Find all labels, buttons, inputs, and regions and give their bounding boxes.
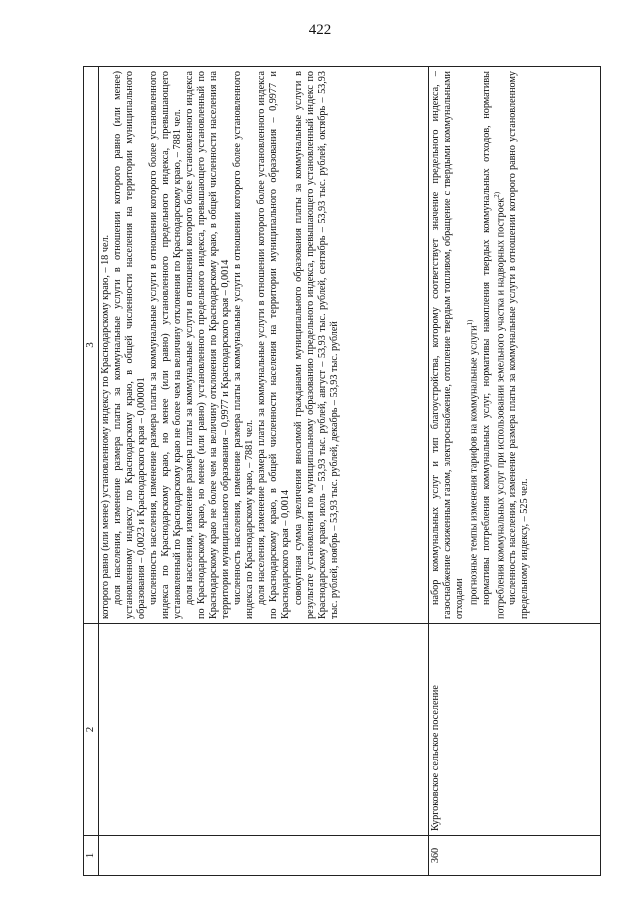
- table-row-360: [429, 67, 601, 876]
- rotated-table-container: [83, 67, 601, 876]
- continuation-paragraph: совокупная сумма увеличения вносимой гражданами муниципального образования платы за коммунальные услуги в результате установления по муниципальному образованию предельного индекса, превышающего установленный индекс по Краснодарскому краю, июль – 53,93 тыс. рублей, август – 53,93 тыс. рублей, сентябрь – 53,93 тыс. рублей, октябрь – 53,93 тыс. рублей, ноябрь – 53,93 тыс. рублей, декабрь – 53,93 тыс. рублей: [292, 71, 340, 619]
- table-row-continuation: [99, 67, 429, 876]
- settlement-details: [429, 67, 601, 624]
- header-col-3: 3: [84, 67, 99, 624]
- footnote-mark: 1): [466, 319, 475, 326]
- detail-paragraph: [481, 71, 507, 619]
- detail-paragraph: набор коммунальных услуг и тип благоустройства, которому соответствует значение предельного индекса, – газоснабжение сжиженным газом, электроснабжение, отопление твердым топливом, обращение с твердыми коммунальными отходами: [430, 71, 466, 619]
- continuation-paragraph: численность населения, изменение размера платы за коммунальные услуги в отношении которого более установленного индекса по Краснодарскому краю, но менее (или равно) установленного предельного индекса, превышающего установленный по Краснодарскому краю не более чем на величину отклонения по Краснодарскому краю, – 7881 чел.: [148, 71, 184, 619]
- header-col-1: 1: [84, 836, 99, 876]
- footnote-mark: 2): [492, 191, 501, 198]
- page-number: 422: [308, 22, 332, 38]
- row-number: 360: [429, 836, 601, 876]
- detail-paragraph: численность населения, изменение размера платы за коммунальные услуги в отношении которого равно установленному предельному индексу, – 525 чел.: [506, 71, 530, 619]
- cell-empty-number: [99, 836, 429, 876]
- settlement-name: Кургоковское сельское поселение: [429, 624, 601, 836]
- detail-text: нормативы потребления коммунальных услуг, нормативы накопления твердых коммунальных отходов, нормативы потребления коммунальных услуг при использовании земельного участка и надворных построек: [480, 71, 506, 619]
- continuation-paragraph: численность населения, изменение размера платы за коммунальные услуги в отношении которого более установленного индекса по Краснодарскому краю, – 7881 чел.: [232, 71, 256, 619]
- continuation-paragraph: доля населения, изменение размера платы за коммунальные услуги в отношении которого более установленного индекса по Краснодарскому краю, но менее (или равно) установленного предельного индекса, превышающего установленный по Краснодарскому краю не более чем на величину отклонения по Краснодарскому краю, в общей численности населения на территории муниципального образования – 0,9977 и Краснодарского края – 0,0014: [184, 71, 232, 619]
- detail-paragraph: [466, 71, 480, 619]
- continuation-paragraph: доля населения, изменение размера платы за коммунальные услуги в отношении которого более установленного индекса по Краснодарскому краю, в общей численности населения на территории муниципального образования – 0,9977 и Краснодарского края – 0,0014: [256, 71, 292, 619]
- detail-text: прогнозные темпы изменения тарифов на коммунальные услуги: [468, 325, 480, 605]
- cell-empty-name: [99, 624, 429, 836]
- header-col-2: 2: [84, 624, 99, 836]
- cell-continuation-text: [99, 67, 429, 624]
- table-header-row: [84, 67, 99, 876]
- continuation-paragraph: доля населения, изменение размера платы за коммунальные услуги в отношении которого равно (или менее) установленному индексу по Краснодарскому краю, в общей численности населения на территории муниципального образования – 0,0023 и Краснодарского края – 0,000001: [112, 71, 148, 619]
- index-table: [83, 66, 601, 876]
- rotated-table-frame: [83, 67, 601, 876]
- continuation-paragraph: которого равно (или менее) установленному индексу по Краснодарскому краю, – 18 чел.: [100, 234, 111, 619]
